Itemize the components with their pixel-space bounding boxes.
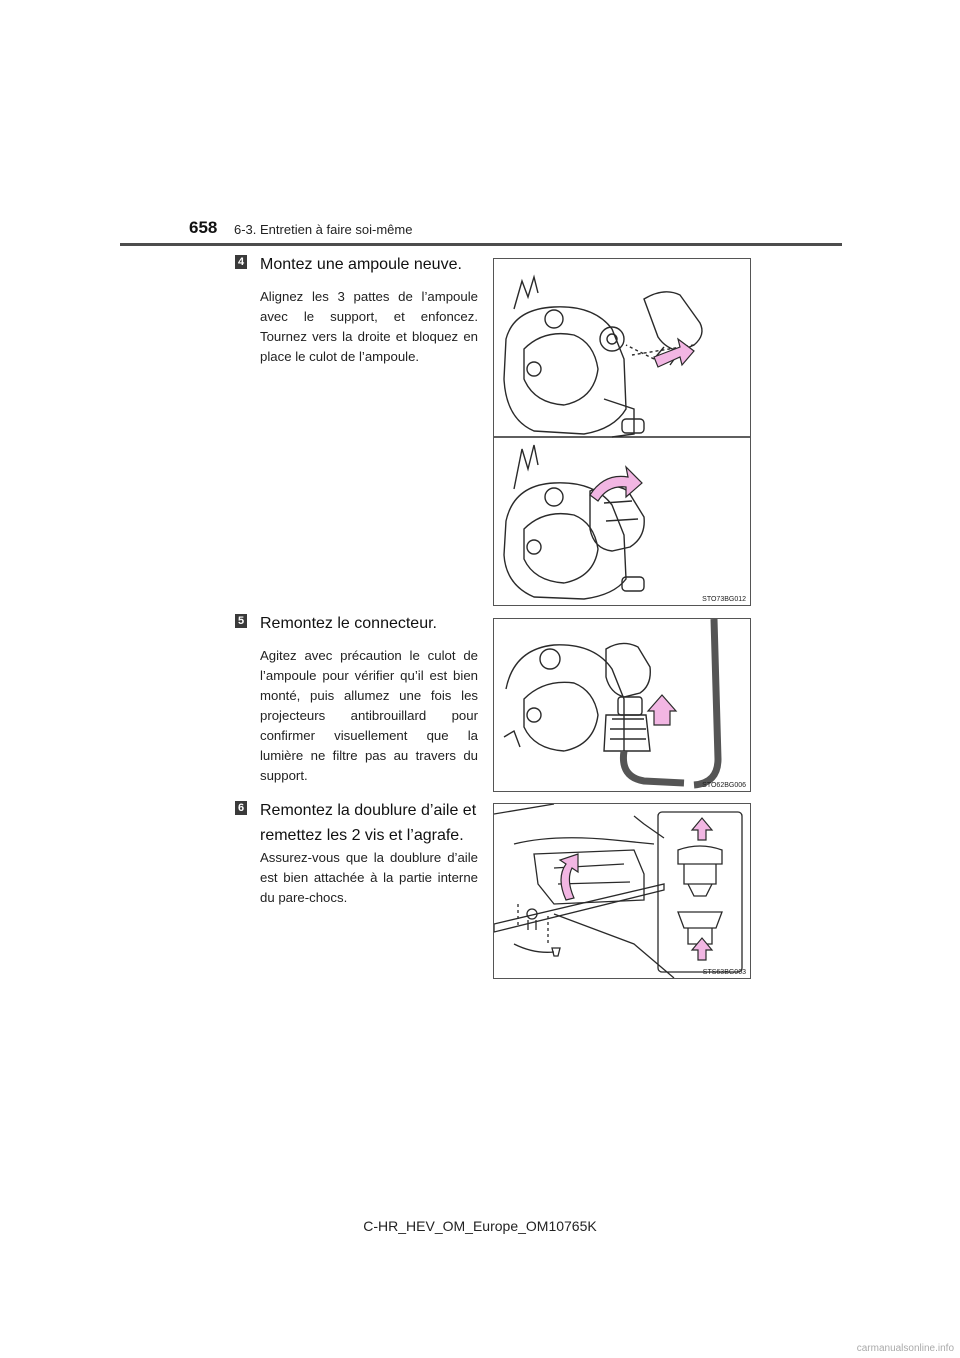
figure-code: STO73BG012 — [702, 596, 746, 603]
fender-liner-illustration — [494, 804, 750, 978]
step-5-body: Agitez avec précaution le culot de l’ampoule pour vérifier qu’il est bien monté, puis allumez une fois les projecteurs antibrouillard pour confirmer visuellement que la lumière ne filtre pas au travers du support. — [260, 648, 478, 783]
figure-code: STO62BG006 — [702, 782, 746, 789]
step-4-title: Montez une ampoule neuve. — [260, 256, 462, 273]
figure-bulb-install — [493, 258, 751, 606]
step-5-title: Remontez le connecteur. — [260, 615, 437, 632]
step-badge-6: 6 — [235, 801, 247, 815]
figure-fender-liner — [493, 803, 751, 979]
step-6-body: Assurez-vous que la doublure d’aile est bien attachée à la partie interne du pare-chocs. — [260, 850, 478, 905]
step-badge-5: 5 — [235, 614, 247, 628]
figure-code: STS63BG003 — [702, 969, 746, 976]
figure-connector — [493, 618, 751, 792]
step-6-title: Remontez la doublure d’aile et remettez les 2 vis et l’agrafe. — [260, 802, 477, 844]
step-4-body: Alignez les 3 pattes de l’ampoule avec le support, et enfoncez. Tournez vers la droite et bloquez en place le culot de l’ampoule. — [260, 289, 478, 364]
step-badge-4: 4 — [235, 255, 247, 269]
page-number: 658 — [189, 218, 218, 237]
watermark: carmanualsonline.info — [856, 1343, 954, 1354]
bulb-install-illustration — [494, 259, 750, 605]
connector-illustration — [494, 619, 750, 791]
document-id: C-HR_HEV_OM_Europe_OM10765K — [363, 1218, 597, 1234]
header-rule — [120, 243, 842, 246]
section-title: 6-3. Entretien à faire soi-même — [234, 222, 413, 237]
